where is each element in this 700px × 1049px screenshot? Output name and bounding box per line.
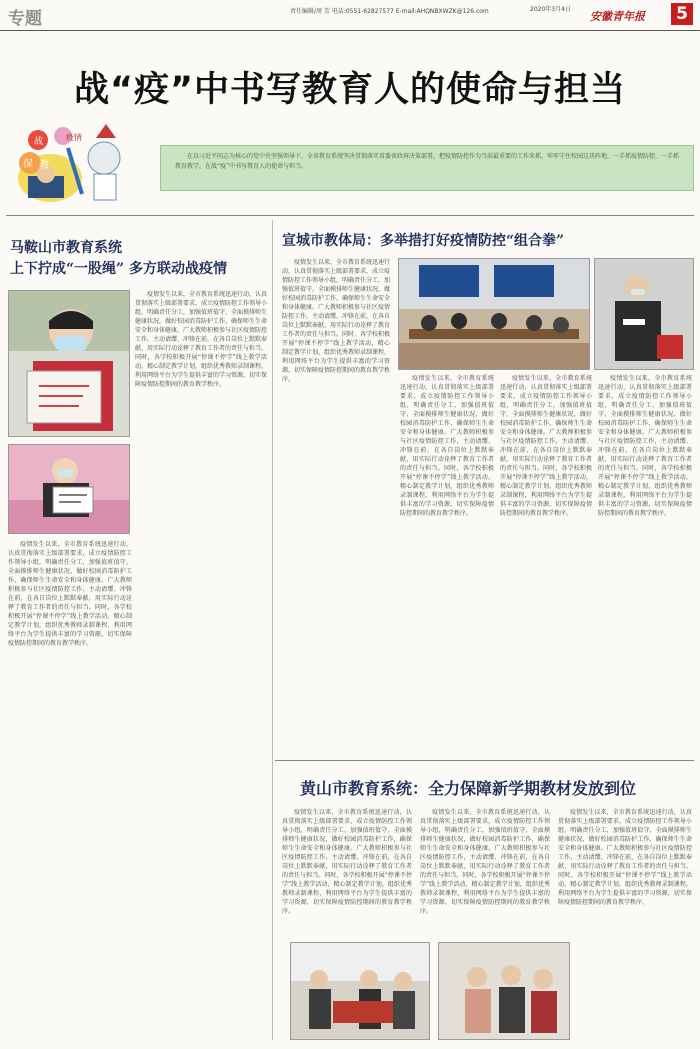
- body-paragraph: 疫情发生以来，全市教育系统迅速行动，认真贯彻落实上级部署要求，成立疫情防控工作领导小组，明确责任分工，加强值班值守，全面摸排师生健康状况，做好校园消毒防护工作，确保师生生命安全和身体健康。广大教师积极参与社区疫情防控工作，主动请缨、冲锋在前，在各自岗位上默默奉献，用实际行动诠释了教育工作者的责任与担当。同时，各学校积极开展“停课不停学”线上教学活动，精心制定教学计划，组织优秀教师录制课程，利用网络平台为学生提供丰富的学习资源，切实保障疫情防控期间的教育教学秩序。: [135, 291, 267, 388]
- right-article-body-col4: [598, 374, 692, 754]
- divider: [275, 760, 694, 761]
- left-article-title-line2: 上下拧成“一股绳” 多方联动战疫情: [10, 261, 227, 277]
- body-paragraph: 疫情发生以来，全市教育系统迅速行动，认真贯彻落实上级部署要求，成立疫情防控工作领导小组，明确责任分工，加强值班值守，全面摸排师生健康状况，做好校园消毒防护工作，确保师生生命安全和身体健康。广大教师积极参与社区疫情防控工作，主动请缨、冲锋在前，在各自岗位上默默奉献，用实际行动诠释了教育工作者的责任与担当。同时，各学校积极开展“停课不停学”线上教学活动，精心制定教学计划，组织优秀教师录制课程，利用网络平台为学生提供丰富的学习资源，切实保障疫情防控期间的教育教学秩序。: [282, 259, 390, 383]
- inspection-photo: [594, 258, 694, 370]
- body-paragraph: 疫情发生以来，全市教育系统迅速行动，认真贯彻落实上级部署要求，成立疫情防控工作领导小组，明确责任分工，加强值班值守，全面摸排师生健康状况，做好校园消毒防护工作，确保师生生命安全和身体健康。广大教师积极参与社区疫情防控工作，主动请缨、冲锋在前，在各自岗位上默默奉献，用实际行动诠释了教育工作者的责任与担当。同时，各学校积极开展“停课不停学”线上教学活动，精心制定教学计划，组织优秀教师录制课程，利用网络平台为学生提供丰富的学习资源，切实保障疫情防控期间的教育教学秩序。: [598, 375, 692, 517]
- body-paragraph: 疫情发生以来，全市教育系统迅速行动，认真贯彻落实上级部署要求，成立疫情防控工作领导小组，明确责任分工，加强值班值守，全面摸排师生健康状况，做好校园消毒防护工作，确保师生生命安全和身体健康。广大教师积极参与社区疫情防控工作，主动请缨、冲锋在前，在各自岗位上默默奉献，用实际行动诠释了教育工作者的责任与担当。同时，各学校积极开展“停课不停学”线上教学活动，精心制定教学计划，组织优秀教师录制课程，利用网络平台为学生提供丰富的学习资源，切实保障疫情防控期间的教育教学秩序。: [8, 541, 132, 647]
- intro-banner: [160, 145, 694, 191]
- newspaper-name: 安徽青年报: [590, 10, 645, 23]
- logo-text-4: 教: [39, 160, 49, 171]
- right-article-body-col1: [282, 258, 390, 753]
- left-article-body-col1: [8, 540, 132, 1035]
- right-article-body-col3: [500, 374, 592, 754]
- page-title: 战“疫”中书写教育人的使命与担当: [73, 70, 626, 110]
- right-article-body-col2: [400, 374, 494, 754]
- intro-banner-text: 在以习近平同志为核心的党中央坚强领导下，全省教育系统坚决贯彻落实省委省政府决策部署，把疫情防控作为当前最重要的工作来抓，牢牢守住校园这块阵地，一手抓疫情防控，一手抓教育教学，在战“疫”中书写教育人的使命与担当。: [175, 153, 680, 170]
- left-article-body-col2: [135, 290, 267, 1035]
- student-study-photo: [8, 444, 130, 534]
- body-paragraph: 疫情发生以来，全市教育系统迅速行动，认真贯彻落实上级部署要求，成立疫情防控工作领导小组，明确责任分工，加强值班值守，全面摸排师生健康状况，做好校园消毒防护工作，确保师生生命安全和身体健康。广大教师积极参与社区疫情防控工作，主动请缨、冲锋在前，在各自岗位上默默奉献，用实际行动诠释了教育工作者的责任与担当。同时，各学校积极开展“停课不停学”线上教学活动，精心制定教学计划，组织优秀教师录制课程，利用网络平台为学生提供丰富的学习资源，切实保障疫情防控期间的教育教学秩序。: [420, 809, 550, 915]
- body-paragraph: 疫情发生以来，全市教育系统迅速行动，认真贯彻落实上级部署要求，成立疫情防控工作领导小组，明确责任分工，加强值班值守，全面摸排师生健康状况，做好校园消毒防护工作，确保师生生命安全和身体健康。广大教师积极参与社区疫情防控工作，主动请缨、冲锋在前，在各自岗位上默默奉献，用实际行动诠释了教育工作者的责任与担当。同时，各学校积极开展“停课不停学”线上教学活动，精心制定教学计划，组织优秀教师录制课程，利用网络平台为学生提供丰富的学习资源，切实保障疫情防控期间的教育教学秩序。: [500, 375, 592, 517]
- left-article-title-line1: 马鞍山市教育系统: [10, 240, 122, 256]
- divider: [6, 215, 694, 216]
- section-tag: 专题: [8, 9, 42, 29]
- right-article-title: 宣城市教体局：多举措打好疫情防控“组合拳”: [282, 233, 565, 249]
- logo-text-3: 保: [23, 159, 33, 170]
- body-paragraph: 疫情发生以来，全市教育系统迅速行动，认真贯彻落实上级部署要求，成立疫情防控工作领导小组，明确责任分工，加强值班值守，全面摸排师生健康状况，做好校园消毒防护工作，确保师生生命安全和身体健康。广大教师积极参与社区疫情防控工作，主动请缨、冲锋在前，在各自岗位上默默奉献，用实际行动诠释了教育工作者的责任与担当。同时，各学校积极开展“停课不停学”线上教学活动，精心制定教学计划，组织优秀教师录制课程，利用网络平台为学生提供丰富的学习资源，切实保障疫情防控期间的教育教学秩序。: [558, 809, 692, 906]
- student-mask-photo: [8, 290, 130, 437]
- body-paragraph: 疫情发生以来，全市教育系统迅速行动，认真贯彻落实上级部署要求，成立疫情防控工作领导小组，明确责任分工，加强值班值守，全面摸排师生健康状况，做好校园消毒防护工作，确保师生生命安全和身体健康。广大教师积极参与社区疫情防控工作，主动请缨、冲锋在前，在各自岗位上默默奉献，用实际行动诠释了教育工作者的责任与担当。同时，各学校积极开展“停课不停学”线上教学活动，精心制定教学计划，组织优秀教师录制课程，利用网络平台为学生提供丰富的学习资源，切实保障疫情防控期间的教育教学秩序。: [282, 809, 412, 915]
- bottom-article-body-col3: [558, 808, 692, 1038]
- issue-date: 2020年3月4日: [530, 6, 571, 13]
- meeting-room-photo: [398, 258, 590, 370]
- logo-text-1: 战: [34, 137, 44, 147]
- logo-text-2: 疫情: [66, 133, 82, 142]
- page-number: 5: [671, 3, 693, 25]
- fight-epidemic-logo-icon: [8, 118, 136, 206]
- bottom-article-body-col1: [282, 808, 412, 938]
- column-divider: [272, 220, 273, 1040]
- bottom-article-title: 黄山市教育系统：全力保障新学期教材发放到位: [300, 779, 637, 798]
- masthead: [0, 0, 700, 31]
- body-paragraph: 疫情发生以来，全市教育系统迅速行动，认真贯彻落实上级部署要求，成立疫情防控工作领导小组，明确责任分工，加强值班值守，全面摸排师生健康状况，做好校园消毒防护工作，确保师生生命安全和身体健康。广大教师积极参与社区疫情防控工作，主动请缨、冲锋在前，在各自岗位上默默奉献，用实际行动诠释了教育工作者的责任与担当。同时，各学校积极开展“停课不停学”线上教学活动，精心制定教学计划，组织优秀教师录制课程，利用网络平台为学生提供丰富的学习资源，切实保障疫情防控期间的教育教学秩序。: [400, 375, 494, 517]
- bottom-article-body-col2: [420, 808, 550, 938]
- textbook-delivery-photo: [438, 942, 570, 1040]
- editor-contact-info: 责任编辑/周 芳 电话:0551-62827577 E-mail:AHQNBXWZK@126.com: [290, 8, 489, 15]
- textbook-distribution-photo: [290, 942, 430, 1040]
